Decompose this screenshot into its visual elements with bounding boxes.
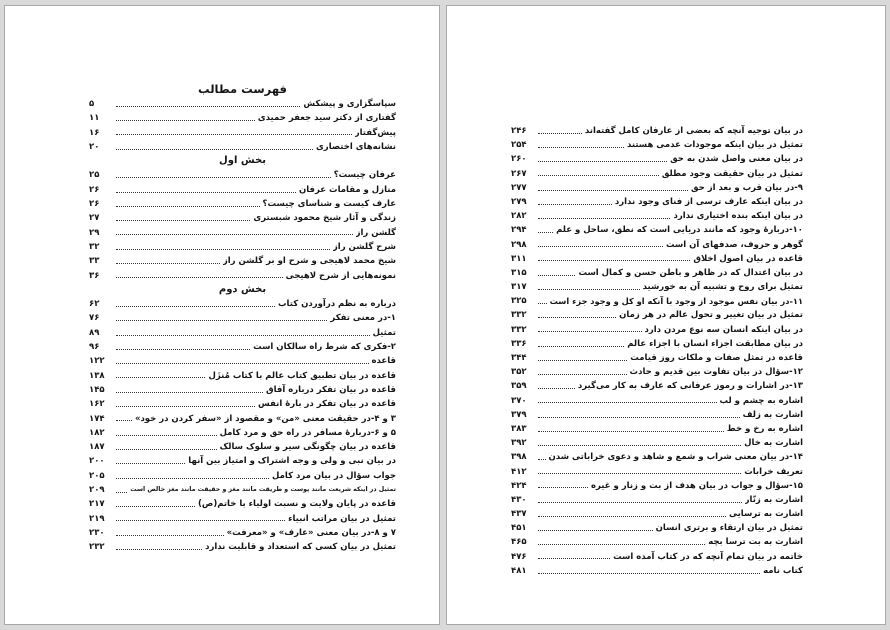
dot-leader — [538, 308, 616, 318]
toc-entry — [89, 226, 396, 240]
book-page-right — [446, 5, 886, 625]
toc-page-number: ۱۱ — [89, 113, 100, 124]
dot-leader — [538, 266, 575, 276]
dot-leader — [538, 379, 575, 389]
dot-leader — [116, 240, 330, 250]
toc-page-number: ۳۶ — [89, 270, 100, 281]
dot-leader — [116, 397, 255, 407]
toc-entry — [89, 111, 396, 125]
toc-page-number: ۳۵۹ — [511, 381, 527, 392]
toc-entry — [511, 535, 803, 549]
toc-page-number: ۲۷۹ — [511, 196, 527, 207]
toc-entry-title: تمثیل در بیان اینکه موجودات عدمی هستند — [626, 140, 803, 151]
dot-leader — [538, 535, 705, 545]
toc-entry-title: اشاره به رخ و خط — [726, 423, 803, 434]
toc-entry-title: اشارت به زلف — [742, 409, 803, 420]
dot-leader — [116, 497, 195, 507]
toc-entry-title: پیش‌گفتار — [354, 127, 396, 138]
toc-entry-title: قاعده در بیان چگونگی سیر و سلوک سالک — [219, 442, 396, 453]
toc-entry-title: در بیان مطابقت اجزاء انسان با اجزاء عالم — [627, 338, 803, 349]
toc-entry — [511, 223, 803, 237]
toc-entry — [89, 412, 396, 426]
toc-title: فهرست مطالب — [198, 82, 287, 96]
toc-entry — [511, 138, 803, 152]
toc-entry-title: در بیان نبی و ولی و وجه اشتراک و امتیاز بین آنها — [188, 456, 396, 467]
toc-entry-title: سپاسگزاری و پیشکش — [303, 99, 396, 109]
section-heading: بخش دوم — [218, 283, 267, 295]
toc-entry-title: منازل و مقامات عرفان — [298, 184, 396, 195]
toc-entry-title: قاعده در بیان تطبیق کتاب عالم با کتاب مُنزَل — [208, 370, 396, 381]
toc-page-number: ۳۳۲ — [511, 324, 527, 335]
toc-page-number: ۲۳۲ — [89, 542, 105, 553]
toc-page-number: ۳۹۲ — [511, 438, 527, 449]
toc-entry — [511, 266, 803, 280]
toc-page-number: ۳۳۲ — [511, 310, 527, 321]
toc-page-number: ۲۶ — [89, 184, 100, 195]
dot-leader — [116, 183, 296, 193]
toc-entry — [511, 564, 803, 578]
toc-page-number: ۱۶۲ — [89, 399, 105, 410]
toc-entry — [89, 454, 396, 468]
dot-leader — [538, 422, 724, 432]
toc-entry — [511, 195, 803, 209]
dot-leader — [116, 512, 285, 522]
toc-entry-title: نشانه‌های اختصاری — [316, 141, 396, 152]
toc-entry — [511, 365, 803, 379]
toc-entry-title: اشارت به بت ترسا بچه — [708, 537, 803, 548]
dot-leader — [116, 326, 370, 336]
dot-leader — [538, 479, 588, 489]
dot-leader — [116, 97, 300, 107]
toc-page-number: ۱۷۴ — [89, 413, 105, 424]
toc-entry-title: ۹-در بیان قرب و بعد از حق — [690, 182, 803, 193]
toc-page-number: ۲۱۷ — [89, 499, 105, 510]
toc-entry-title: قاعده در تمثل صفات و ملکات روز قیامت — [630, 353, 803, 363]
toc-page-number: ۲۷۷ — [511, 182, 527, 193]
toc-entry-title: قاعده — [371, 356, 396, 367]
dot-leader — [538, 294, 547, 304]
toc-entry — [89, 354, 396, 368]
dot-leader — [538, 351, 627, 361]
section-heading: بخش اول — [219, 155, 266, 167]
toc-page-number: ۲۰۹ — [89, 485, 105, 496]
toc-page-number: ۱۶ — [89, 127, 100, 138]
dot-leader — [538, 564, 760, 574]
toc-entry — [511, 337, 803, 351]
toc-entry — [89, 512, 396, 526]
dot-leader — [538, 152, 667, 162]
dot-leader — [116, 454, 185, 464]
toc-entry — [511, 507, 803, 521]
book-page-left — [4, 5, 440, 625]
toc-entry-title: در بیان اینکه انسان سه نوع مردن دارد — [644, 324, 803, 335]
toc-entry — [89, 183, 396, 197]
dot-leader — [538, 167, 659, 177]
toc-page-number: ۲۰ — [89, 141, 100, 152]
dot-leader — [538, 223, 553, 233]
toc-page-number: ۴۸۱ — [511, 565, 527, 576]
dot-leader — [538, 465, 741, 475]
toc-page-number: ۵ — [89, 99, 95, 109]
toc-entry — [511, 436, 803, 450]
dot-leader — [116, 226, 353, 236]
toc-entry — [89, 526, 396, 540]
dot-leader — [538, 138, 624, 148]
toc-page-number: ۳۸۳ — [511, 423, 527, 434]
toc-entry-title: ۱-در معنی تفکر — [330, 313, 396, 324]
dot-leader — [116, 483, 127, 493]
dot-leader — [116, 197, 260, 207]
toc-entry-title: ۱۲-سؤال در بیان تفاوت بین قدیم و حادث — [629, 367, 803, 378]
toc-page-number: ۳۳ — [89, 256, 100, 267]
toc-entry — [89, 126, 396, 140]
toc-entry — [89, 311, 396, 325]
toc-entry-title: قاعده در بیان تفکر درباره آفاق — [265, 384, 396, 395]
toc-entry-title: در بیان اینکه بنده اختیاری ندارد — [673, 211, 803, 222]
dot-leader — [116, 440, 217, 450]
toc-page-number: ۱۴۵ — [89, 384, 105, 395]
dot-leader — [116, 540, 202, 550]
toc-entry — [511, 308, 803, 322]
toc-entry — [89, 397, 396, 411]
toc-entry-title: ۱۱-در بیان نفس موجود از وجود با آنکه او کل و وجود جزء است — [549, 296, 803, 307]
toc-entry-title: نمونه‌هایی از شرح لاهیجی — [285, 270, 396, 281]
toc-page-number: ۳۲ — [89, 241, 100, 252]
toc-entry-title: ۱۴-در بیان معنی شراب و شمع و شاهد و دعوی خراباتی شدن — [548, 452, 803, 463]
dot-leader — [538, 252, 690, 262]
toc-entry-title: جواب سؤال در بیان مرد کامل — [272, 470, 396, 481]
dot-leader — [116, 426, 217, 436]
toc-page-number: ۲۴۶ — [511, 126, 527, 136]
toc-entry — [511, 394, 803, 408]
toc-page-number: ۲۷ — [89, 213, 100, 224]
toc-entry — [89, 469, 396, 483]
dot-leader — [538, 337, 624, 347]
toc-page-number: ۳۹۸ — [511, 452, 527, 463]
toc-entry-title: تمثیل در بیان حقیقت وجود مطلق — [661, 168, 803, 179]
toc-entry — [89, 168, 396, 182]
toc-entry — [89, 340, 396, 354]
toc-entry-title: درباره به نظم درآوردن کتاب — [278, 299, 396, 310]
toc-page-number: ۹۶ — [89, 342, 100, 353]
toc-page-number: ۴۲۴ — [511, 480, 527, 491]
toc-entry-title: تعریف خرابات — [744, 466, 803, 477]
dot-leader — [538, 195, 612, 205]
toc-page-number: ۲۵۴ — [511, 140, 527, 151]
dot-leader — [116, 254, 220, 264]
toc-page-number: ۲۶۰ — [511, 154, 527, 165]
toc-entry-title: اشارت به خال — [744, 438, 803, 449]
toc-entry — [511, 167, 803, 181]
toc-page-number: ۷۶ — [89, 313, 100, 324]
dot-leader — [116, 168, 331, 178]
toc-entry — [511, 479, 803, 493]
toc-page-number: ۴۳۰ — [511, 494, 527, 505]
toc-entry — [89, 326, 396, 340]
toc-entry — [511, 379, 803, 393]
table-of-contents — [89, 81, 396, 555]
dot-leader — [538, 181, 688, 191]
dot-leader — [116, 111, 255, 121]
dot-leader — [116, 383, 263, 393]
toc-entry — [89, 197, 396, 211]
toc-entry-title: اشاره به چشم و لب — [719, 395, 803, 406]
dot-leader — [538, 209, 670, 219]
toc-entry-title: تمثیل — [372, 327, 396, 338]
toc-entry — [511, 124, 803, 138]
dot-leader — [116, 297, 275, 307]
toc-entry-title: تمثیل در اینکه شریعت مانند پوست و طریقت مانند مغز و حقیقت مانند مغز خالص است — [130, 486, 396, 494]
toc-page-number: ۱۲۲ — [89, 356, 105, 367]
toc-entry — [89, 426, 396, 440]
dot-leader — [538, 436, 741, 446]
toc-entry — [511, 408, 803, 422]
toc-page-number: ۸۹ — [89, 327, 100, 338]
toc-entry — [89, 211, 396, 225]
toc-entry — [511, 351, 803, 365]
toc-page-number: ۲۰۰ — [89, 456, 105, 467]
dot-leader — [538, 323, 642, 333]
toc-entry-title: قاعده در بیان تفکر در بارهٔ انفس — [258, 399, 396, 410]
toc-page-number: ۲۱۹ — [89, 513, 105, 524]
toc-entry — [511, 450, 803, 464]
toc-entry-title: ۷ و ۸-در بیان معنی «عارف» و «معرفت» — [226, 527, 396, 538]
toc-page-number: ۴۵۱ — [511, 523, 527, 534]
toc-entry — [511, 323, 803, 337]
toc-entry — [89, 140, 396, 154]
toc-page-number: ۱۸۷ — [89, 442, 105, 453]
toc-entry-title: کتاب نامه — [763, 565, 803, 576]
toc-page-number: ۳۵۲ — [511, 367, 527, 378]
dot-leader — [116, 211, 250, 221]
toc-entry — [89, 483, 396, 497]
toc-entry — [89, 240, 396, 254]
toc-entry-title: در بیان توجیه آنچه که بعضی از عارفان کامل گفته‌اند — [584, 126, 803, 136]
toc-page-number: ۲۹ — [89, 227, 100, 238]
toc-page-number: ۳۳۶ — [511, 338, 527, 349]
dot-leader — [116, 126, 352, 136]
toc-entry — [511, 550, 803, 564]
toc-entry — [89, 269, 396, 283]
toc-entry-title: گفتاری از دکتر سید جعفر حمیدی — [257, 113, 396, 124]
toc-page-number: ۳۱۱ — [511, 253, 527, 264]
table-of-contents-continued — [511, 124, 803, 578]
toc-entry — [511, 238, 803, 252]
toc-entry-title: شرح گلشن راز — [332, 241, 396, 252]
dot-leader — [116, 526, 224, 536]
toc-page-number: ۳۱۷ — [511, 282, 527, 293]
toc-page-number: ۲۵ — [89, 170, 100, 181]
toc-page-number: ۳۲۵ — [511, 296, 527, 307]
toc-page-number: ۱۳۸ — [89, 370, 105, 381]
toc-entry — [511, 294, 803, 308]
toc-entry-title: قاعده در بیان اصول اخلاق — [693, 253, 803, 264]
dot-leader — [538, 394, 717, 404]
toc-entry — [511, 152, 803, 166]
dot-leader — [116, 354, 369, 364]
toc-page-number: ۲۶۷ — [511, 168, 527, 179]
toc-entry-title: گوهر و حروف، صدفهای آن است — [665, 239, 803, 250]
toc-entry-title: اشارت به ترسایی — [729, 509, 803, 520]
toc-page-number: ۳۷۹ — [511, 409, 527, 420]
dot-leader — [116, 412, 132, 422]
toc-page-number: ۴۷۶ — [511, 551, 527, 562]
dot-leader — [538, 365, 627, 375]
toc-entry — [89, 383, 396, 397]
dot-leader — [116, 469, 269, 479]
toc-entry — [511, 280, 803, 294]
dot-leader — [538, 493, 742, 503]
toc-entry-title: قاعده در پایان ولایت و نسبت اولیاء با خاتم(ص) — [198, 499, 396, 510]
toc-entry-title: ۵ و ۶-دربارهٔ مسافر در راه حق و مرد کامل — [219, 427, 396, 438]
toc-entry — [89, 497, 396, 511]
toc-entry-title: ۱۵-سؤال و جواب در بیان هدف از بت و زنار و غیره — [591, 480, 803, 491]
toc-page-number: ۳۱۵ — [511, 267, 527, 278]
toc-entry-title: زندگی و آثار شیخ محمود شبستری — [253, 213, 396, 224]
dot-leader — [538, 550, 610, 560]
toc-entry-title: گلشن راز — [355, 227, 396, 238]
toc-entry-title: ۱۳-در اشارات و رموز عرفانی که عارف به کار می‌گیرد — [577, 381, 803, 392]
toc-entry — [89, 440, 396, 454]
toc-entry-title: تمثیل در بیان ارتقاء و برتری انسان — [655, 523, 803, 534]
toc-page-number: ۶۲ — [89, 299, 100, 310]
toc-entry — [89, 369, 396, 383]
toc-page-number: ۲۹۸ — [511, 239, 527, 250]
toc-entry-title: ۲-فکری که شرط راه سالکان است — [253, 342, 396, 353]
dot-leader — [116, 369, 205, 379]
dot-leader — [116, 340, 250, 350]
toc-page-number: ۴۶۵ — [511, 537, 527, 548]
dot-leader — [538, 408, 740, 418]
toc-entry-title: عارف کیست و شناسای چیست؟ — [262, 199, 396, 210]
dot-leader — [538, 280, 640, 290]
toc-entry-title: در بیان اعتدال که در ظاهر و باطن حسن و کمال است — [578, 267, 803, 278]
toc-entry-title: تمثیل برای روح و تشبیه آن به خورشید — [642, 282, 803, 293]
toc-entry-title: تمثیل در بیان تغییر و تحول عالم در هر زمان — [619, 310, 803, 321]
toc-page-number: ۴۳۷ — [511, 509, 527, 520]
toc-entry — [511, 422, 803, 436]
dot-leader — [538, 507, 726, 517]
toc-entry — [511, 209, 803, 223]
toc-page-number: ۱۸۲ — [89, 427, 105, 438]
dot-leader — [116, 269, 283, 279]
toc-page-number: ۴۱۲ — [511, 466, 527, 477]
toc-page-number: ۲۰۵ — [89, 470, 105, 481]
toc-entry — [89, 297, 396, 311]
toc-entry — [89, 540, 396, 554]
dot-leader — [538, 521, 653, 531]
toc-entry-title: تمثیل در بیان مراتب انبیاء — [288, 513, 396, 524]
toc-entry — [511, 465, 803, 479]
dot-leader — [538, 124, 582, 134]
toc-entry — [511, 521, 803, 535]
dot-leader — [116, 311, 327, 321]
toc-entry-title: ۱۰-دربارهٔ وجود که مانند دریایی است که نطق، ساحل و علم — [556, 225, 803, 236]
toc-entry-title: در بیان معنی واصل شدن به حق — [670, 154, 803, 165]
toc-entry-title: تمثیل در بیان کسی که استعداد و قابلیت ندارد — [205, 542, 396, 553]
toc-page-number: ۲۶ — [89, 199, 100, 210]
toc-page-number: ۲۹۴ — [511, 225, 527, 236]
toc-entry — [511, 181, 803, 195]
toc-entry — [89, 97, 396, 111]
toc-page-number: ۳۷۰ — [511, 395, 527, 406]
toc-page-number: ۲۸۲ — [511, 211, 527, 222]
toc-entry — [511, 252, 803, 266]
toc-entry-title: خاتمه در بیان تمام آنچه که در کتاب آمده است — [613, 551, 803, 562]
dot-leader — [116, 140, 313, 150]
toc-entry — [511, 493, 803, 507]
toc-entry-title: در بیان اینکه عارف ترسی از فنای وجود ندارد — [614, 196, 803, 207]
toc-entry — [89, 254, 396, 268]
toc-page-number: ۲۳۰ — [89, 527, 105, 538]
toc-entry-title: عرفان چیست؟ — [333, 170, 396, 181]
dot-leader — [538, 238, 663, 248]
toc-page-number: ۳۴۴ — [511, 353, 527, 363]
dot-leader — [538, 450, 546, 460]
toc-entry-title: اشارت به زنّار — [744, 494, 803, 505]
toc-entry-title: شیخ محمد لاهیجی و شرح او بر گلشن راز — [222, 256, 396, 267]
toc-entry-title: ۳ و ۴-در حقیقت معنی «من» و مقصود از «سفر کردن در خود» — [134, 413, 396, 424]
